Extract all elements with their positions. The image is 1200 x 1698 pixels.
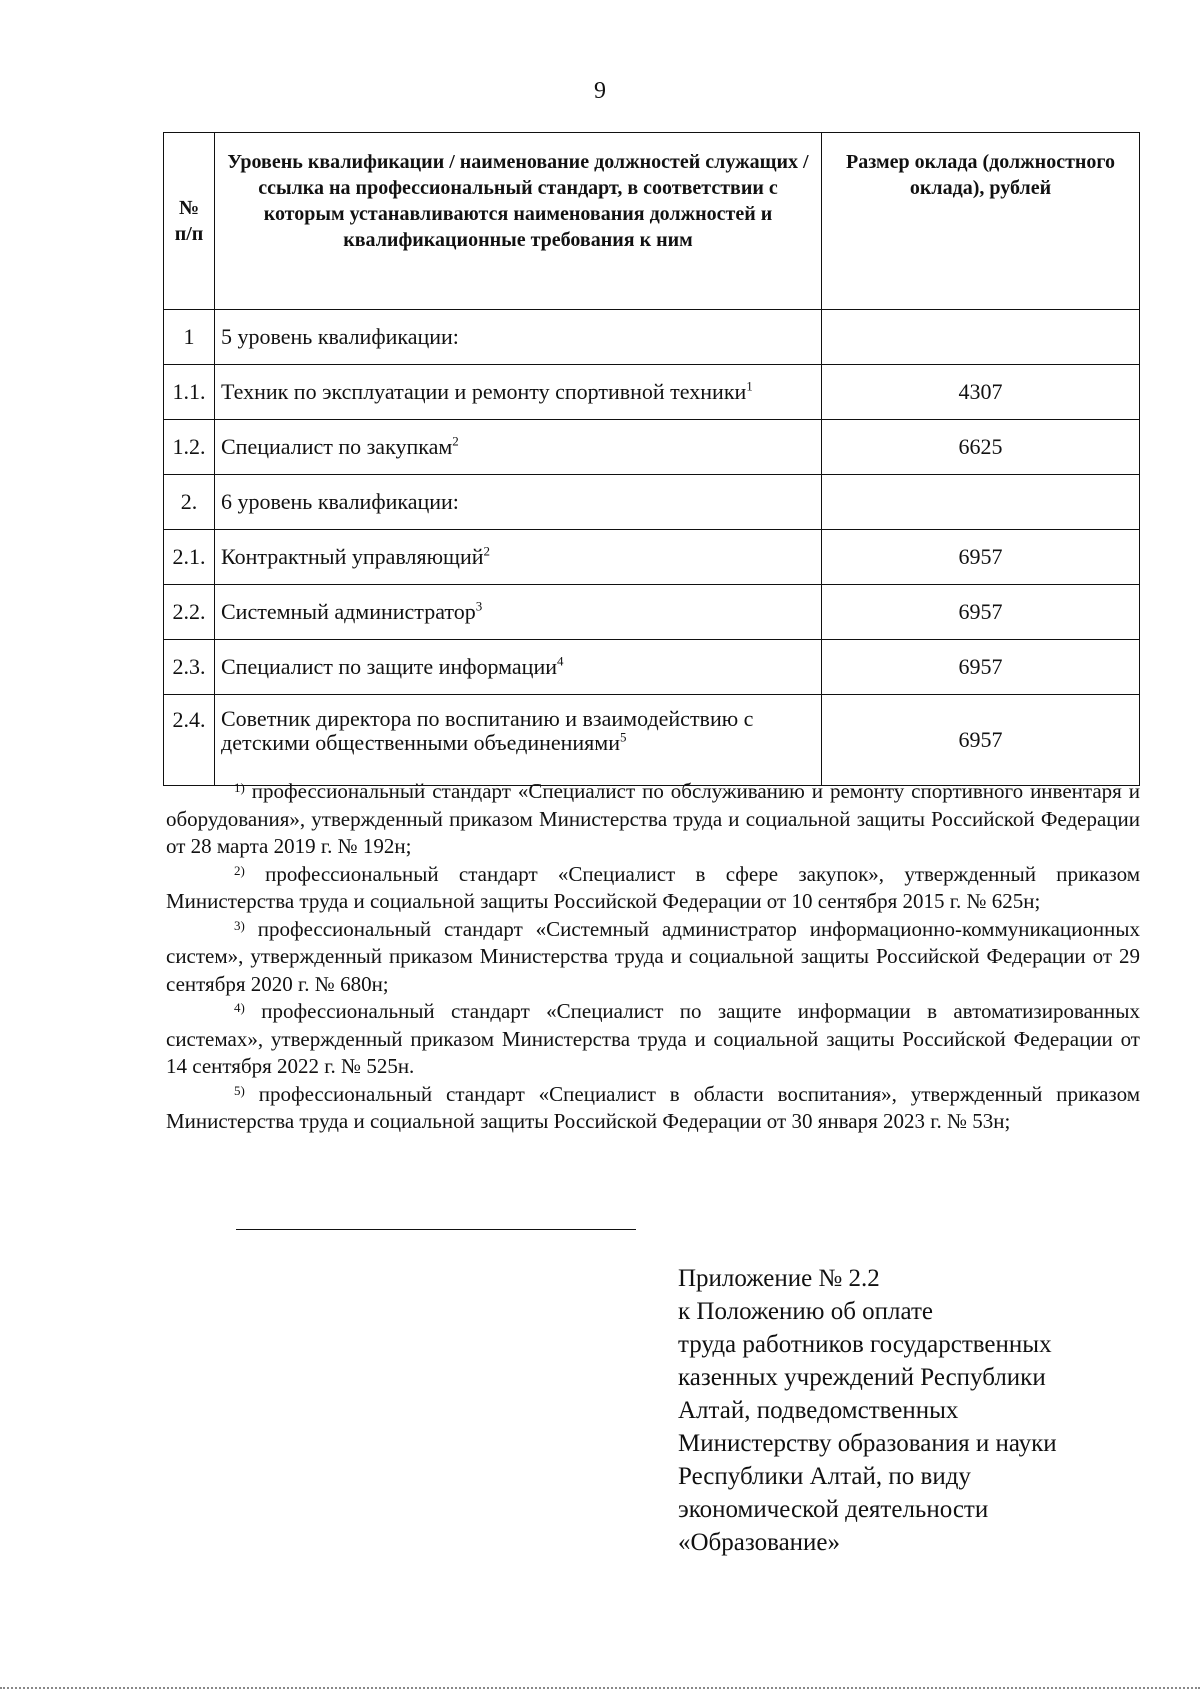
footnote-ref: 2 [483,543,490,559]
header-num: № п/п [164,133,215,310]
footnote-mark: 1) [234,780,245,795]
footnote-mark: 4) [234,1000,245,1015]
row-salary: 6957 [822,530,1140,585]
appendix-line: экономической деятельности [678,1496,989,1523]
row-num: 1 [164,310,215,365]
row-name-text: 5 уровень квалификации: [221,324,459,349]
row-name-text: Контрактный управляющий [221,544,484,569]
scan-edge [0,1687,1200,1692]
row-salary [822,310,1140,365]
row-num: 1.1. [164,365,215,420]
row-name-text: Специалист по закупкам [221,434,453,459]
footnote-mark: 3) [234,917,245,933]
table-row [164,365,1140,420]
section-divider [236,1229,636,1230]
table-header-row [164,133,1140,310]
row-name-text: Техник по эксплуатации и ремонту спортивной техники [221,379,747,404]
row-name-text: Советник директора по воспитанию и взаимодействию с детскими общественными объединениями [221,706,754,755]
table-row [164,585,1140,640]
row-num: 2. [164,475,215,530]
header-salary: Размер оклада (должностного оклада), рублей [822,133,1140,310]
row-name [215,420,822,475]
footnote-ref: 4 [557,653,564,669]
table-row [164,695,1140,786]
qualification-salary-table [163,132,1140,786]
row-name [215,310,822,365]
footnote-text: профессиональный стандарт «Специалист в сфере закупок», утвержденный приказом Министерства труда и социальной защиты Российской Федерации от 10 сентября 2015 г. № 625н; [166,861,1141,913]
footnote-ref: 5 [620,729,627,745]
row-name [215,640,822,695]
footnote-mark: 5) [234,1082,245,1098]
footnote [166,998,1140,1081]
footnote [166,861,1140,916]
appendix-line: Приложение № 2.2 [678,1265,880,1292]
appendix-heading [678,1262,1148,1559]
table-row [164,310,1140,365]
footnote-mark: 2) [234,862,245,878]
appendix-line: Республики Алтай, по виду [678,1463,971,1490]
footnote [166,778,1140,861]
footnote-text: профессиональный стандарт «Специалист по обслуживанию и ремонту спортивного инвентаря и оборудования», утвержденный приказом Министерства труда и социальной защиты Российской Федерации от 28 марта 2019 г. № 192н; [166,779,1140,858]
footnote [166,916,1140,999]
footnote-ref: 3 [475,598,483,614]
appendix-line: «Образование» [678,1529,841,1556]
table-row [164,530,1140,585]
appendix-line: Министерству образования и науки [678,1430,1057,1457]
page-number: 9 [594,78,606,104]
appendix-line: казенных учреждений Республики [678,1364,1046,1391]
table-row [164,420,1140,475]
row-salary: 6625 [822,420,1140,475]
table-row [164,640,1140,695]
appendix-line: Алтай, подведомственных [678,1397,959,1424]
header-name: Уровень квалификации / наименование должностей служащих / ссылка на профессиональный стандарт, в соответствии с которым устанавливаются наименования должностей и квалификационные требования к ним [215,133,822,310]
row-name [215,585,822,640]
row-salary: 4307 [822,365,1140,420]
row-salary: 6957 [822,640,1140,695]
row-salary: 6957 [822,585,1140,640]
footnote-ref: 1 [746,378,753,394]
appendix-line: к Положению об оплате [678,1298,933,1325]
row-num: 2.1. [164,530,215,585]
row-num: 1.2. [164,420,215,475]
footnotes [166,778,1140,1136]
footnote-text: профессиональный стандарт «Специалист в области воспитания», утвержденный приказом Министерства труда и социальной защиты Российской Федерации от 30 января 2023 г. № 53н; [166,1081,1140,1133]
row-salary [822,475,1140,530]
row-num: 2.4. [164,695,215,786]
row-name-text: Системный администратор [221,599,476,624]
row-num: 2.2. [164,585,215,640]
row-num: 2.3. [164,640,215,695]
footnote-ref: 2 [452,433,459,449]
footnote-text: профессиональный стандарт «Системный администратор информационно-коммуникационных систем», утвержденный приказом Министерства труда и социальной защиты Российской Федерации от 29 сентября 2020 г. № 680н; [166,916,1140,996]
appendix-line: труда работников государственных [678,1331,1052,1358]
footnote-text: профессиональный стандарт «Специалист по защите информации в автоматизированных системах», утвержденный приказом Министерства труда и социальной защиты Российской Федерации от 14 сентября 2022 г. № 525н. [166,999,1140,1078]
row-name-text: 6 уровень квалификации: [221,489,459,514]
row-name [215,530,822,585]
row-salary: 6957 [822,695,1140,786]
footnote [166,1081,1140,1136]
table-row [164,475,1140,530]
row-name-text: Специалист по защите информации [221,654,557,679]
row-name [215,365,822,420]
row-name [215,475,822,530]
row-name [215,695,822,786]
